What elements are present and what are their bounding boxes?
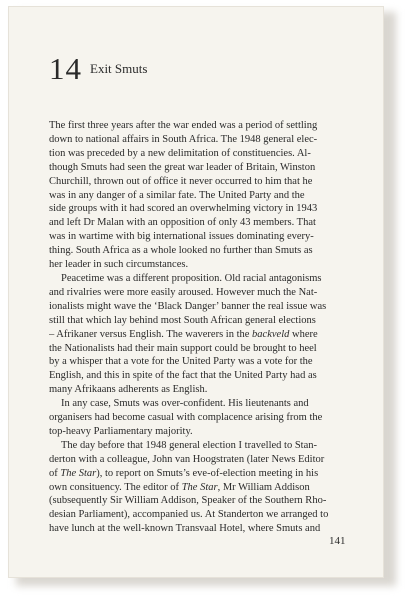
text-line: and left Dr Malan with an opposition of only 43 members. That (49, 217, 316, 229)
text-line: organisers had become casual with complacence arising from the (49, 412, 323, 424)
text-segment: , Mr William Addison (217, 481, 310, 493)
text-line: by a whisper that a vote for the United Party was a vote for the (49, 356, 313, 368)
text-line: tion was preceded by a new delimitation of constituencies. Al- (49, 147, 311, 159)
text-line: have lunch at the well-known Transvaal Hotel, where Smuts and (49, 523, 321, 535)
text-segment: of (49, 467, 61, 479)
text-line: was in wartime with big international issues dominating every- (49, 231, 314, 243)
italic-title: The Star (60, 467, 97, 479)
text-line: English, and this in spite of the fact that the United Party had as (49, 370, 317, 382)
text-line: The first three years after the war ended was a period of settling (49, 120, 318, 131)
text-line: (subsequently Sir William Addison, Speaker of the Southern Rho- (49, 495, 327, 507)
italic-title: The Star (181, 481, 218, 493)
text-line: Peacetime was a different proposition. Old racial antagonisms (61, 272, 322, 284)
text-line (49, 481, 361, 495)
text-line: though Smuts had seen the great war leader of Britain, Winston (49, 161, 316, 173)
text-line: In any case, Smuts was over-confident. His lieutenants and (61, 398, 309, 410)
italic-word: backveld (252, 328, 290, 340)
text-line: the Nationalists had their main support could be brought to heel (49, 342, 317, 354)
page-number: 141 (329, 535, 346, 547)
text-line: desian Parliament), accompanied us. At Standerton we arranged to (49, 509, 329, 521)
text-line: was in any danger of a similar fate. The United Party and the (49, 189, 305, 201)
text-line: and rivalries were more easily aroused. However much the Nat- (49, 286, 318, 298)
text-line (49, 467, 361, 481)
chapter-heading (49, 51, 147, 87)
text-line: Churchill, thrown out of office it never occurred to him that he (49, 175, 313, 187)
text-segment: own consituency. The editor of (49, 481, 182, 493)
text-line: many Afrikaans adherents as English. (49, 384, 208, 396)
text-line: derton with a colleague, John van Hoogstraten (later News Editor (49, 453, 325, 465)
body-text (49, 119, 361, 536)
text-line (49, 328, 361, 342)
text-line: ionalists might wave the ‘Black Danger’ banner the real issue was (49, 300, 327, 312)
text-line: The day before that 1948 general election I travelled to Stan- (61, 439, 317, 451)
text-line: thing. South Africa as a whole looked no further than Smuts as (49, 245, 313, 257)
text-line: her leader in such circumstances. (49, 259, 189, 271)
chapter-number: 14 (49, 51, 82, 86)
text-line: down to national affairs in South Africa. The 1948 general elec- (49, 133, 318, 145)
book-page (8, 6, 384, 578)
text-line: side groups with it had scored an overwhelming victory in 1943 (49, 203, 318, 215)
text-line: still that which lay behind most South African general elections (49, 314, 316, 326)
text-segment: where (289, 328, 318, 340)
text-segment: ), to report on Smuts’s eve-of-election meeting in his (96, 467, 319, 479)
text-segment: – Afrikaner versus English. The waverers in the (49, 328, 253, 340)
text-line: top-heavy Parliamentary majority. (49, 425, 193, 437)
chapter-title: Exit Smuts (90, 61, 148, 76)
